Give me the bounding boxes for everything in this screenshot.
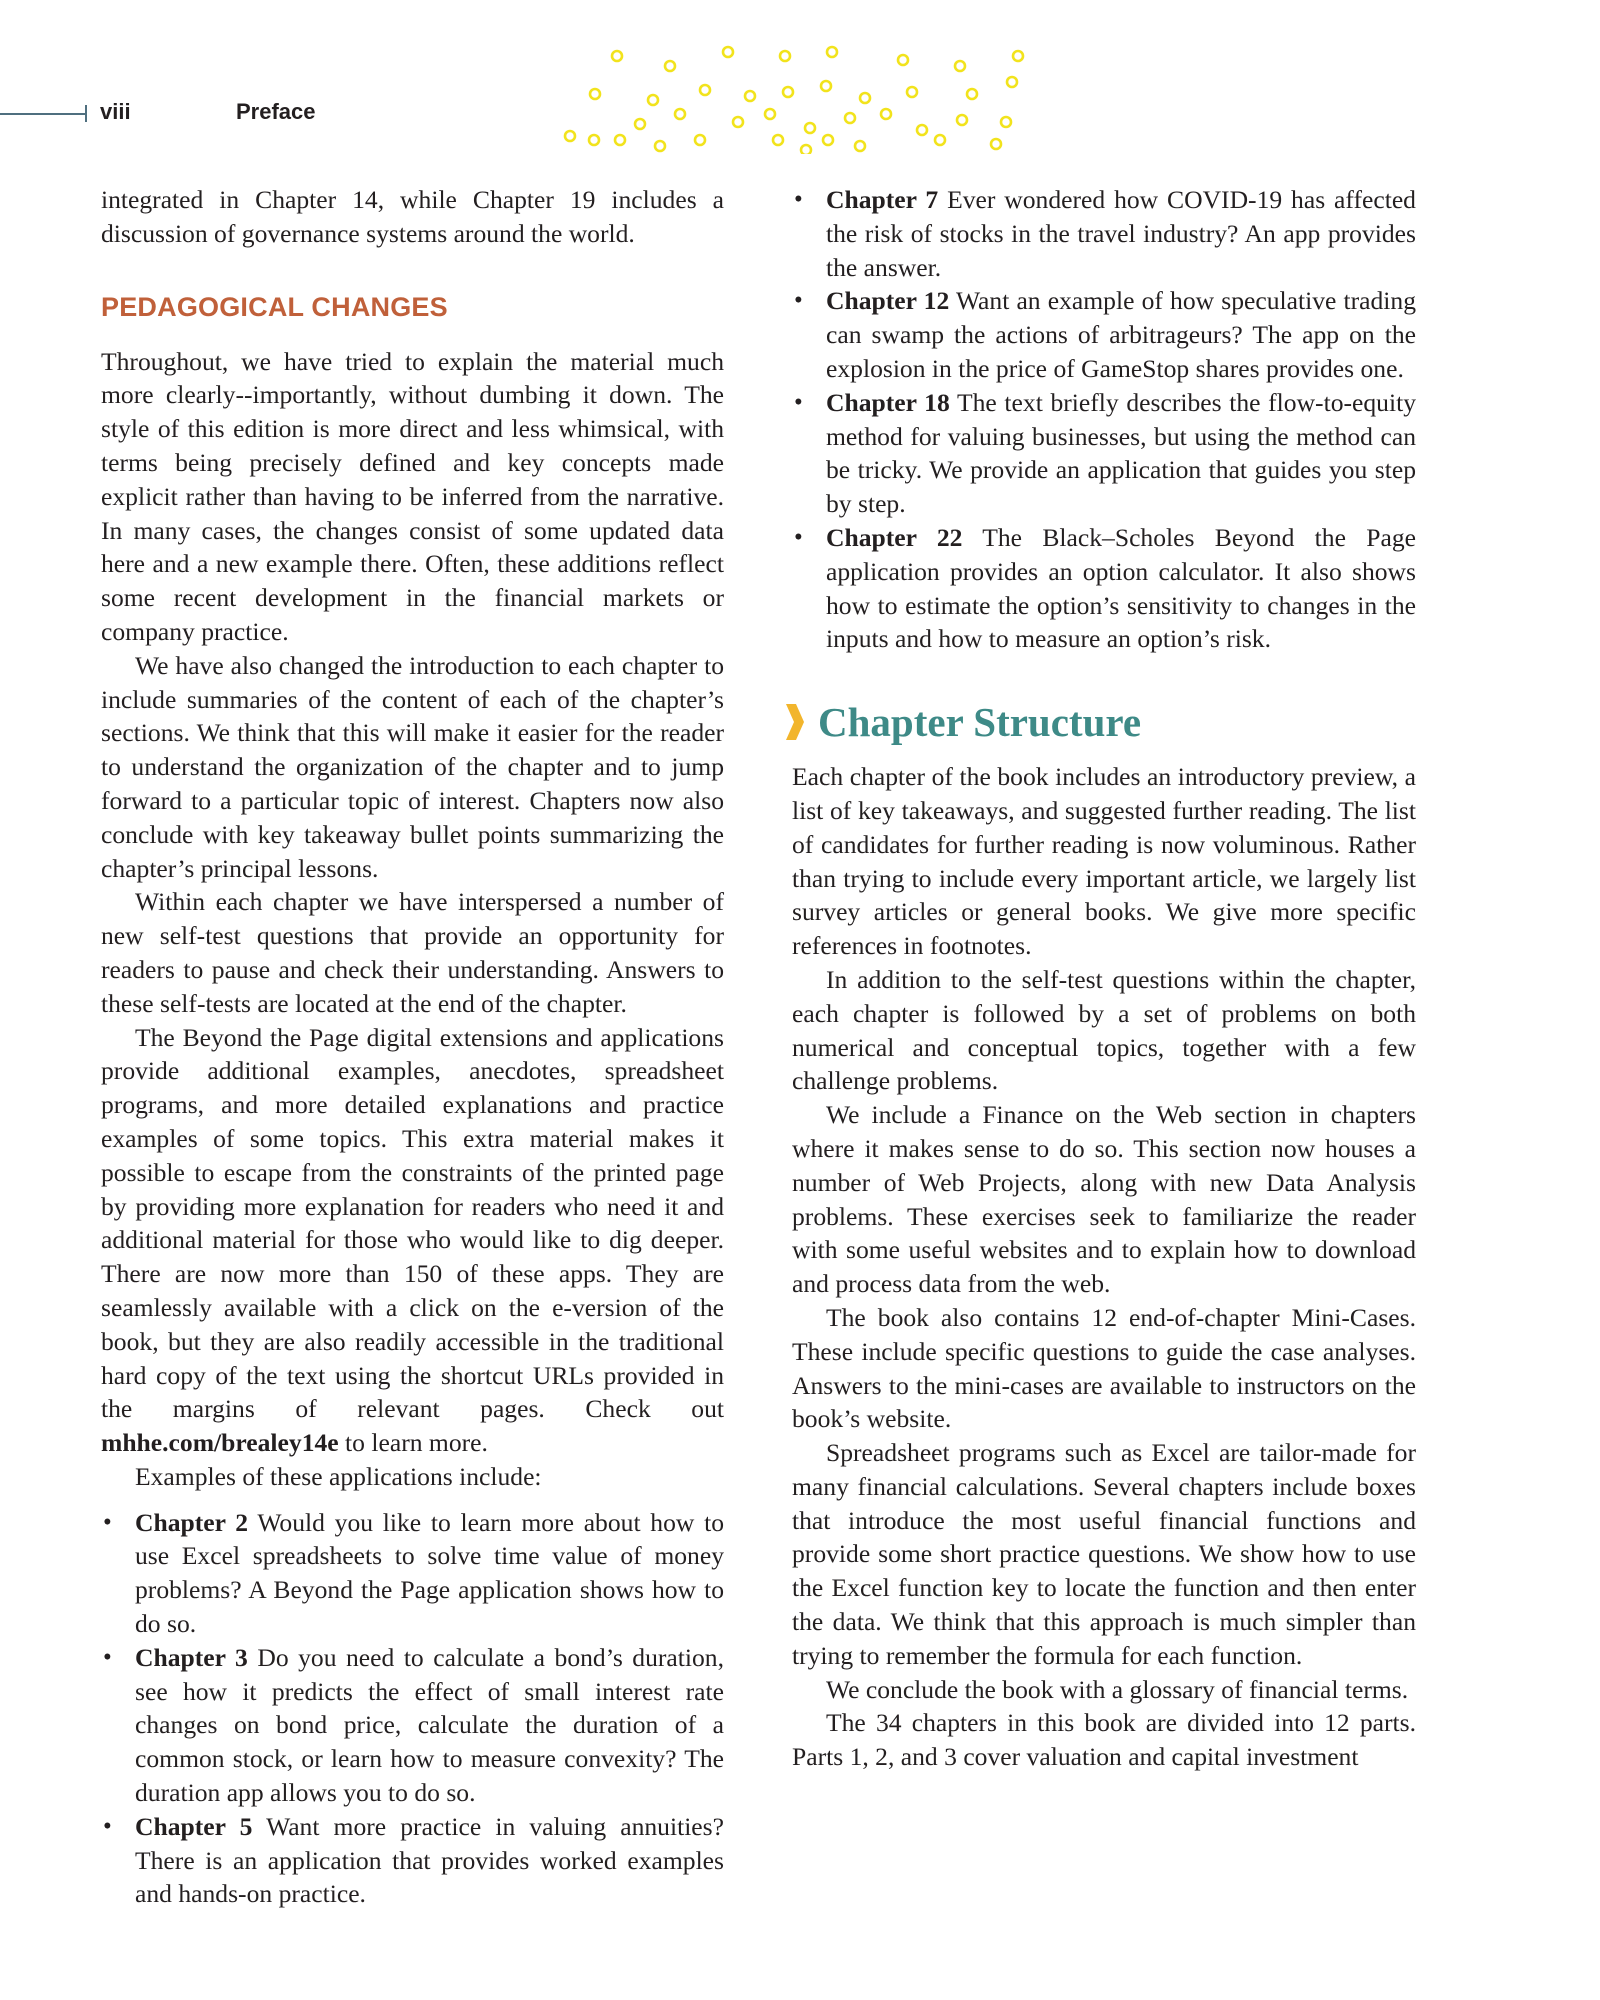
decorative-dot [1007, 77, 1017, 87]
paragraph: Examples of these applications include: [135, 1461, 542, 1491]
bullet-icon: • [103, 1812, 112, 1840]
header-rule [0, 113, 86, 115]
decorative-dot [615, 135, 625, 145]
decorative-dot [780, 51, 790, 61]
bullet-icon: • [794, 523, 803, 551]
paragraph: Spreadsheet programs such as Excel are tailor-made for many financial calculations. Several chapters include boxes that introduce the most useful financial functions and provide some short practice questions. We show how to use the Excel function key to locate the function and then enter the data. We think that this approach is much simpler than trying to remember the formula for each function. [792, 1438, 1416, 1670]
application-examples-list [101, 1506, 724, 1912]
chapter-label: Chapter 3 [135, 1642, 248, 1672]
decorative-dot [723, 47, 733, 57]
paragraph: Throughout, we have tried to explain the material much more clearly--importantly, without dumbing it down. The style of this edition is more direct and less whimsical, with terms being precisely defined and key concepts made explicit rather than having to be inferred from the narrative. In many cases, the changes consist of some updated data here and a new example there. Often, these additions reflect some recent development in the financial markets or company practice. [101, 346, 724, 646]
chevron-right-icon [784, 702, 806, 742]
decorative-dot [845, 113, 855, 123]
list-item [792, 521, 1416, 656]
book-website-link[interactable]: mhhe.com/brealey14e [101, 1428, 339, 1458]
chapter-label: Chapter 12 [826, 286, 950, 316]
decorative-dot [1013, 51, 1023, 61]
decorative-dot [783, 87, 793, 97]
decorative-dot [589, 135, 599, 145]
section-title-text: Chapter Structure [818, 699, 1142, 746]
list-item-text: Do you need to calculate a bond’s duration, see how it predicts the effect of small interest rate changes on bond price, calculate the duration of a common stock, or learn how to measure convexity? The duration app allows you to do so. [135, 1642, 724, 1808]
decorative-dot [855, 141, 865, 151]
application-examples-list-continued [792, 183, 1416, 656]
decorative-dot [801, 145, 811, 154]
paragraph: The 34 chapters in this book are divided into 12 parts. Parts 1, 2, and 3 cover valuation and capital investment [792, 1708, 1416, 1772]
decorative-dots [560, 44, 1060, 154]
decorative-dot [917, 125, 927, 135]
decorative-dot [881, 109, 891, 119]
decorative-dot [991, 139, 1001, 149]
bullet-icon: • [103, 1508, 112, 1536]
list-item-text: The Black–Scholes Beyond the Page application provides an option calculator. It also shows how to estimate the option’s sensitivity to changes in the inputs and how to measure an option’s risk. [826, 522, 1416, 654]
list-item [101, 1810, 724, 1911]
decorative-dot [675, 109, 685, 119]
list-item-text: Want more practice in valuing annuities? There is an application that provides worked examples and hands-on practice. [135, 1811, 724, 1909]
bullet-icon: • [103, 1643, 112, 1671]
section-heading-pedagogical-changes: PEDAGOGICAL CHANGES [101, 291, 448, 322]
paragraph: Within each chapter we have interspersed a number of new self-test questions that provide an opportunity for readers to pause and check their understanding. Answers to these self-tests are located at the end of the chapter. [101, 887, 724, 1018]
list-item-text: Ever wondered how COVID-19 has affected the risk of stocks in the travel industry? An app provides the answer. [826, 185, 1416, 282]
section-title-chapter-structure [784, 698, 1416, 746]
decorative-dot [700, 85, 710, 95]
decorative-dot [957, 115, 967, 125]
list-item [101, 1641, 724, 1810]
list-item [792, 386, 1416, 521]
chapter-label: Chapter 5 [135, 1811, 253, 1841]
page-number: viii [100, 99, 131, 124]
decorative-dot [765, 109, 775, 119]
decorative-dot [635, 119, 645, 129]
paragraph-beyond-the-page [101, 1021, 724, 1460]
right-column [792, 183, 1416, 1774]
paragraph: We have also changed the introduction to each chapter to include summaries of the content of each of the chapter’s sections. We think that this will make it easier for the reader to understand the organization of the chapter and to jump forward to a particular topic of interest. Chapters now also conclude with key takeaway bullet points summarizing the chapter’s principal lessons. [101, 650, 724, 883]
decorative-dot [648, 95, 658, 105]
running-head: Preface [236, 99, 316, 124]
header-rule-tick [85, 105, 87, 122]
decorative-dot [655, 141, 665, 151]
chapter-label: Chapter 22 [826, 522, 963, 552]
decorative-dot [665, 61, 675, 71]
decorative-dot [827, 47, 837, 57]
paragraph-text: to learn more. [338, 1428, 488, 1458]
decorative-dot [590, 89, 600, 99]
decorative-dot [695, 135, 705, 145]
bullet-icon: • [794, 287, 803, 315]
decorative-dot [805, 123, 815, 133]
decorative-dot [967, 89, 977, 99]
decorative-dot [935, 135, 945, 145]
intro-paragraph: integrated in Chapter 14, while Chapter 19 includes a discussion of governance systems around the world. [101, 185, 724, 248]
decorative-dot [898, 55, 908, 65]
left-column [101, 183, 724, 1911]
chapter-label: Chapter 2 [135, 1507, 249, 1537]
paragraph: We include a Finance on the Web section in chapters where it makes sense to do so. This section now houses a number of Web Projects, along with new Data Analysis problems. These exercises seek to familiarize the reader with some useful websites and to explain how to download and process data from the web. [792, 1100, 1416, 1299]
decorative-dot [612, 51, 622, 61]
paragraph: We conclude the book with a glossary of financial terms. [826, 1674, 1409, 1704]
paragraph-text: The Beyond the Page digital extensions and applications provide additional examples, anecdotes, spreadsheet programs, and more detailed explanations and practice examples of some topics. This extra material makes it possible to escape from the constraints of the printed page by providing more explanation for readers who need it and additional material for those who would like to dig deeper. There are now more than 150 of these apps. They are seamlessly available with a click on the e-version of the book, but they are also readily accessible in the traditional hard copy of the text using the shortcut URLs provided in the margins of relevant pages. Check out [101, 1022, 724, 1424]
bullet-icon: • [794, 388, 803, 416]
list-item [792, 284, 1416, 385]
paragraph: The book also contains 12 end-of-chapter Mini-Cases. These include specific questions to guide the case analyses. Answers to the mini-cases are available to instructors on the book’s website. [792, 1302, 1416, 1434]
decorative-dot [907, 87, 917, 97]
decorative-dot [860, 93, 870, 103]
list-item [101, 1506, 724, 1641]
decorative-dot [823, 135, 833, 145]
decorative-dot [745, 91, 755, 101]
decorative-dot [565, 131, 575, 141]
decorative-dot [733, 117, 743, 127]
list-item [792, 183, 1416, 284]
decorative-dot [821, 81, 831, 91]
decorative-dot [773, 135, 783, 145]
bullet-icon: • [794, 186, 803, 213]
list-item-text: Want an example of how speculative trading can swamp the actions of arbitrageurs? The app on the explosion in the price of GameStop shares provides one. [826, 286, 1416, 383]
chapter-label: Chapter 18 [826, 387, 950, 417]
paragraph: In addition to the self-test questions within the chapter, each chapter is followed by a set of problems on both numerical and conceptual topics, together with a few challenge problems. [792, 964, 1416, 1096]
decorative-dot [1001, 117, 1011, 127]
list-item-text: Would you like to learn more about how to use Excel spreadsheets to solve time value of money problems? A Beyond the Page application shows how to do so. [135, 1507, 724, 1639]
paragraph: Each chapter of the book includes an introductory preview, a list of key takeaways, and suggested further reading. The list of candidates for further reading is now voluminous. Rather than trying to include every important article, we largely list survey articles or general books. We give more specific references in footnotes. [792, 762, 1416, 961]
chapter-label: Chapter 7 [826, 185, 939, 214]
decorative-dot [955, 61, 965, 71]
list-item-text: The text briefly describes the flow-to-equity method for valuing businesses, but using the method can be tricky. We provide an application that guides you step by step. [826, 387, 1416, 519]
